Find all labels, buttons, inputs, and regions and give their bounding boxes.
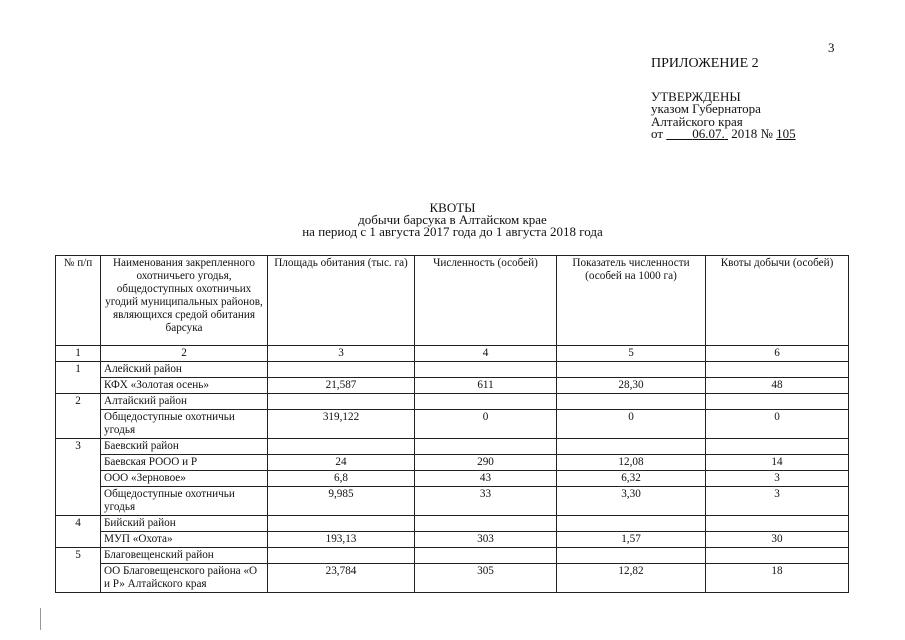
empty-cell — [706, 394, 849, 410]
empty-cell — [268, 548, 415, 564]
density-value: 0 — [557, 410, 706, 439]
density-value: 12,82 — [557, 564, 706, 593]
header-cell: Наименования закрепленного охотничьего угодья, общедоступных охотничьих угодий муниципальных районов, являющихся средой обитания барсука — [101, 256, 268, 346]
empty-cell — [268, 439, 415, 455]
row-number: 4 — [56, 516, 101, 548]
quota-value: 3 — [706, 471, 849, 487]
empty-cell — [557, 394, 706, 410]
area-value: 193,13 — [268, 532, 415, 548]
row-number: 3 — [56, 439, 101, 516]
district-name: Баевский район — [101, 439, 268, 455]
ground-name: Общедоступные охотничьи угодья — [101, 410, 268, 439]
district-name: Бийский район — [101, 516, 268, 532]
area-value: 9,985 — [268, 487, 415, 516]
row-number: 5 — [56, 548, 101, 593]
empty-cell — [557, 362, 706, 378]
decree-date-line — [651, 128, 796, 141]
count-value: 0 — [415, 410, 557, 439]
header-cell: № п/п — [56, 256, 101, 346]
density-value: 12,08 — [557, 455, 706, 471]
empty-cell — [706, 362, 849, 378]
table-header-row — [56, 256, 849, 346]
district-row — [56, 362, 849, 378]
row-number: 2 — [56, 394, 101, 439]
table-row — [56, 378, 849, 394]
from-label: от — [651, 126, 664, 141]
density-value: 1,57 — [557, 532, 706, 548]
ground-name: ООО «Зерновое» — [101, 471, 268, 487]
approval-block — [651, 58, 796, 141]
ground-name: МУП «Охота» — [101, 532, 268, 548]
decree-line-2: Алтайского края — [651, 113, 743, 129]
quota-value: 0 — [706, 410, 849, 439]
column-number: 1 — [56, 346, 101, 362]
empty-cell — [557, 516, 706, 532]
column-number: 2 — [101, 346, 268, 362]
page-number: 3 — [828, 40, 835, 55]
count-value: 303 — [415, 532, 557, 548]
count-value: 611 — [415, 378, 557, 394]
density-value: 3,30 — [557, 487, 706, 516]
area-value: 21,587 — [268, 378, 415, 394]
ground-name: Баевская РООО и Р — [101, 455, 268, 471]
column-number: 6 — [706, 346, 849, 362]
count-value: 43 — [415, 471, 557, 487]
ground-name: Общедоступные охотничьи угодья — [101, 487, 268, 516]
empty-cell — [557, 439, 706, 455]
decree-number: 105 — [776, 126, 796, 141]
district-row — [56, 439, 849, 455]
quotas-table — [55, 255, 849, 593]
density-value: 28,30 — [557, 378, 706, 394]
empty-cell — [706, 516, 849, 532]
district-row — [56, 516, 849, 532]
row-number: 1 — [56, 362, 101, 394]
area-value: 23,784 — [268, 564, 415, 593]
empty-cell — [557, 548, 706, 564]
quota-value: 18 — [706, 564, 849, 593]
column-number: 5 — [557, 346, 706, 362]
column-number-row — [56, 346, 849, 362]
empty-cell — [268, 516, 415, 532]
count-value: 290 — [415, 455, 557, 471]
area-value: 24 — [268, 455, 415, 471]
approved-label: УТВЕРЖДЕНЫ — [651, 88, 741, 104]
area-value: 319,122 — [268, 410, 415, 439]
table-row — [56, 564, 849, 593]
table-body — [56, 346, 849, 593]
empty-cell — [415, 394, 557, 410]
empty-cell — [415, 516, 557, 532]
column-number: 4 — [415, 346, 557, 362]
empty-cell — [268, 394, 415, 410]
count-value: 305 — [415, 564, 557, 593]
empty-cell — [268, 362, 415, 378]
district-name: Алтайский район — [101, 394, 268, 410]
district-name: Благовещенский район — [101, 548, 268, 564]
scan-edge-mark — [40, 608, 41, 630]
header-cell: Квоты добычи (особей) — [706, 256, 849, 346]
empty-cell — [706, 439, 849, 455]
decree-date: 06.07. — [692, 126, 725, 141]
count-value: 33 — [415, 487, 557, 516]
district-row — [56, 548, 849, 564]
ground-name: ОО Благовещенского района «О и Р» Алтайского края — [101, 564, 268, 593]
table-row — [56, 410, 849, 439]
document-subtitle: добычи барсука в Алтайском крае — [358, 212, 547, 227]
ground-name: КФХ «Золотая осень» — [101, 378, 268, 394]
district-name: Алейский район — [101, 362, 268, 378]
decree-year-no: 2018 № — [731, 126, 773, 141]
quota-value: 48 — [706, 378, 849, 394]
table-row — [56, 471, 849, 487]
document-period: на период с 1 августа 2017 года до 1 августа 2018 года — [302, 224, 603, 239]
quota-value: 3 — [706, 487, 849, 516]
table-row — [56, 532, 849, 548]
document-title: КВОТЫ — [429, 200, 476, 215]
district-row — [56, 394, 849, 410]
density-value: 6,32 — [557, 471, 706, 487]
quota-value: 30 — [706, 532, 849, 548]
quota-value: 14 — [706, 455, 849, 471]
empty-cell — [415, 439, 557, 455]
header-cell: Численность (особей) — [415, 256, 557, 346]
empty-cell — [706, 548, 849, 564]
table-row — [56, 487, 849, 516]
header-cell: Площадь обитания (тыс. га) — [268, 256, 415, 346]
area-value: 6,8 — [268, 471, 415, 487]
column-number: 3 — [268, 346, 415, 362]
empty-cell — [415, 362, 557, 378]
header-cell: Показатель численности (особей на 1000 га) — [557, 256, 706, 346]
document-heading — [0, 202, 905, 238]
decree-line-1: указом Губернатора — [651, 101, 761, 116]
table-row — [56, 455, 849, 471]
empty-cell — [415, 548, 557, 564]
appendix-label: ПРИЛОЖЕНИЕ 2 — [651, 56, 759, 71]
